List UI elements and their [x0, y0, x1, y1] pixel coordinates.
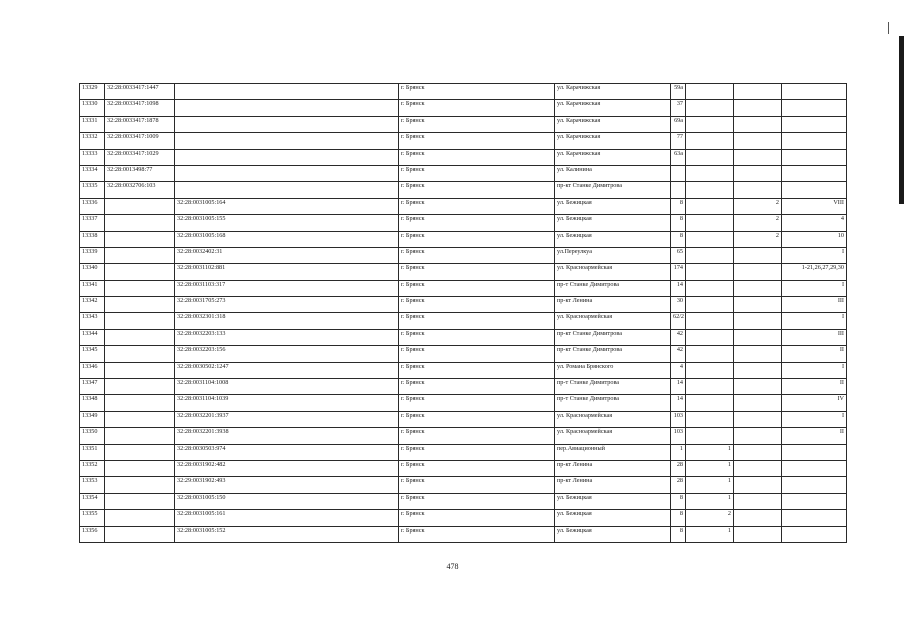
premises-number-cell: I	[782, 313, 847, 329]
row-number-cell: 13334	[80, 165, 105, 181]
house-number-cell	[671, 182, 686, 198]
premises-cadastral-cell: 32:28:0032203:156	[175, 346, 399, 362]
city-cell: г. Брянск	[399, 247, 555, 263]
table-row	[80, 297, 847, 313]
cadastral-number-cell	[105, 231, 175, 247]
apartment-cell	[734, 444, 782, 460]
city-cell: г. Брянск	[399, 493, 555, 509]
cadastral-number-cell: 32:28:0013498:77	[105, 165, 175, 181]
premises-cadastral-cell: 32:28:0031005:150	[175, 493, 399, 509]
premises-cadastral-cell: 32:28:0032201:3937	[175, 411, 399, 427]
street-cell: пр-кт Станке Димитрова	[555, 182, 671, 198]
city-cell: г. Брянск	[399, 116, 555, 132]
city-cell: г. Брянск	[399, 133, 555, 149]
building-cell	[686, 280, 734, 296]
premises-cadastral-cell	[175, 165, 399, 181]
cadastral-number-cell	[105, 477, 175, 493]
cadastral-number-cell	[105, 346, 175, 362]
apartment-cell: 2	[734, 215, 782, 231]
premises-cadastral-cell: 32:28:0032203:133	[175, 329, 399, 345]
cadastral-number-cell: 32:28:0033417:1098	[105, 100, 175, 116]
row-number-cell: 13331	[80, 116, 105, 132]
premises-number-cell: II	[782, 379, 847, 395]
row-number-cell: 13347	[80, 379, 105, 395]
city-cell: г. Брянск	[399, 198, 555, 214]
premises-number-cell: VIII	[782, 198, 847, 214]
cadastral-number-cell	[105, 264, 175, 280]
apartment-cell	[734, 182, 782, 198]
city-cell: г. Брянск	[399, 526, 555, 542]
cadastral-number-cell	[105, 510, 175, 526]
house-number-cell: 77	[671, 133, 686, 149]
page-edge-mark	[888, 22, 889, 34]
row-number-cell: 13337	[80, 215, 105, 231]
house-number-cell: 30	[671, 297, 686, 313]
street-cell: ул. Романа Брянского	[555, 362, 671, 378]
street-cell: ул. Бежицкая	[555, 510, 671, 526]
premises-cadastral-cell: 32:28:0031005:152	[175, 526, 399, 542]
house-number-cell: 8	[671, 215, 686, 231]
building-cell	[686, 411, 734, 427]
street-cell: пр-кт Станке Димитрова	[555, 346, 671, 362]
house-number-cell: 174	[671, 264, 686, 280]
street-cell: ул. Красноармейская	[555, 411, 671, 427]
row-number-cell: 13341	[80, 280, 105, 296]
row-number-cell: 13340	[80, 264, 105, 280]
city-cell: г. Брянск	[399, 362, 555, 378]
building-cell	[686, 133, 734, 149]
street-cell: пр-т Станке Димитрова	[555, 379, 671, 395]
apartment-cell	[734, 428, 782, 444]
premises-cadastral-cell: 32:28:0032402:31	[175, 247, 399, 263]
cadastral-number-cell	[105, 493, 175, 509]
building-cell	[686, 329, 734, 345]
premises-cadastral-cell: 32:28:0031102:881	[175, 264, 399, 280]
apartment-cell	[734, 395, 782, 411]
table-row	[80, 84, 847, 100]
table-row	[80, 215, 847, 231]
cadastral-number-cell	[105, 215, 175, 231]
table-row	[80, 362, 847, 378]
premises-number-cell: I	[782, 247, 847, 263]
row-number-cell: 13350	[80, 428, 105, 444]
city-cell: г. Брянск	[399, 313, 555, 329]
premises-cadastral-cell: 32:28:0031902:482	[175, 460, 399, 476]
house-number-cell: 37	[671, 100, 686, 116]
building-cell	[686, 231, 734, 247]
table-row	[80, 329, 847, 345]
table-row	[80, 346, 847, 362]
table-row	[80, 313, 847, 329]
row-number-cell: 13348	[80, 395, 105, 411]
house-number-cell: 42	[671, 346, 686, 362]
building-cell	[686, 100, 734, 116]
house-number-cell: 103	[671, 411, 686, 427]
row-number-cell: 13345	[80, 346, 105, 362]
table-row	[80, 280, 847, 296]
house-number-cell: 14	[671, 395, 686, 411]
premises-number-cell: IV	[782, 395, 847, 411]
street-cell: пр-т Станке Димитрова	[555, 395, 671, 411]
street-cell: ул. Карачижская	[555, 116, 671, 132]
apartment-cell	[734, 379, 782, 395]
building-cell	[686, 84, 734, 100]
table-row	[80, 493, 847, 509]
street-cell: ул. Бежицкая	[555, 215, 671, 231]
table-row	[80, 133, 847, 149]
premises-number-cell: 4	[782, 215, 847, 231]
building-cell	[686, 362, 734, 378]
city-cell: г. Брянск	[399, 280, 555, 296]
table-row	[80, 231, 847, 247]
city-cell: г. Брянск	[399, 100, 555, 116]
street-cell: ул. Карачижская	[555, 133, 671, 149]
table-row	[80, 510, 847, 526]
apartment-cell	[734, 297, 782, 313]
premises-cadastral-cell: 32:28:0031705:273	[175, 297, 399, 313]
street-cell: ул. Бежицкая	[555, 493, 671, 509]
table-row	[80, 149, 847, 165]
cadastral-number-cell	[105, 280, 175, 296]
premises-cadastral-cell: 32:28:0032201:3938	[175, 428, 399, 444]
row-number-cell: 13333	[80, 149, 105, 165]
premises-cadastral-cell: 32:28:0031104:1008	[175, 379, 399, 395]
register-body	[80, 84, 847, 543]
house-number-cell: 14	[671, 280, 686, 296]
apartment-cell	[734, 362, 782, 378]
table-row	[80, 411, 847, 427]
building-cell	[686, 313, 734, 329]
house-number-cell: 8	[671, 510, 686, 526]
row-number-cell: 13356	[80, 526, 105, 542]
apartment-cell: 2	[734, 231, 782, 247]
premises-cadastral-cell: 32:28:0030502:1247	[175, 362, 399, 378]
premises-number-cell	[782, 165, 847, 181]
row-number-cell: 13339	[80, 247, 105, 263]
city-cell: г. Брянск	[399, 477, 555, 493]
street-cell: пр-кт Ленина	[555, 297, 671, 313]
house-number-cell: 62/2	[671, 313, 686, 329]
house-number-cell: 42	[671, 329, 686, 345]
cadastral-number-cell	[105, 460, 175, 476]
apartment-cell	[734, 280, 782, 296]
street-cell: ул. Калинина	[555, 165, 671, 181]
row-number-cell: 13343	[80, 313, 105, 329]
row-number-cell: 13344	[80, 329, 105, 345]
cadastral-number-cell: 32:28:0033417:1009	[105, 133, 175, 149]
street-cell: ул. Красноармейская	[555, 428, 671, 444]
premises-cadastral-cell: 32:28:0031005:164	[175, 198, 399, 214]
apartment-cell	[734, 116, 782, 132]
street-cell: ул. Красноармейская	[555, 313, 671, 329]
street-cell: ул. Бежицкая	[555, 231, 671, 247]
premises-cadastral-cell	[175, 133, 399, 149]
table-row	[80, 182, 847, 198]
premises-number-cell	[782, 133, 847, 149]
cadastral-number-cell: 32:28:0033417:1878	[105, 116, 175, 132]
row-number-cell: 13336	[80, 198, 105, 214]
building-cell: 1	[686, 477, 734, 493]
house-number-cell: 1	[671, 444, 686, 460]
house-number-cell: 28	[671, 477, 686, 493]
building-cell	[686, 247, 734, 263]
premises-cadastral-cell: 32:28:0031103:317	[175, 280, 399, 296]
premises-number-cell: II	[782, 346, 847, 362]
row-number-cell: 13355	[80, 510, 105, 526]
house-number-cell: 8	[671, 493, 686, 509]
city-cell: г. Брянск	[399, 346, 555, 362]
building-cell	[686, 165, 734, 181]
cadastral-number-cell	[105, 297, 175, 313]
row-number-cell: 13352	[80, 460, 105, 476]
premises-number-cell	[782, 444, 847, 460]
apartment-cell	[734, 493, 782, 509]
page-edge-bar	[899, 36, 904, 204]
apartment-cell	[734, 313, 782, 329]
property-register-table	[79, 83, 847, 543]
city-cell: г. Брянск	[399, 84, 555, 100]
premises-number-cell: I	[782, 362, 847, 378]
premises-number-cell	[782, 84, 847, 100]
cadastral-number-cell	[105, 428, 175, 444]
city-cell: г. Брянск	[399, 329, 555, 345]
table-row	[80, 116, 847, 132]
row-number-cell: 13353	[80, 477, 105, 493]
premises-number-cell: 10	[782, 231, 847, 247]
premises-number-cell: 1-21,26,27,29,30	[782, 264, 847, 280]
premises-cadastral-cell: 32:28:0030503:974	[175, 444, 399, 460]
premises-number-cell	[782, 510, 847, 526]
premises-number-cell: I	[782, 280, 847, 296]
premises-number-cell: I	[782, 411, 847, 427]
street-cell: пер.Авиационный	[555, 444, 671, 460]
cadastral-number-cell	[105, 247, 175, 263]
table-row	[80, 100, 847, 116]
apartment-cell	[734, 460, 782, 476]
premises-cadastral-cell	[175, 182, 399, 198]
street-cell: ул. Бежицкая	[555, 198, 671, 214]
row-number-cell: 13342	[80, 297, 105, 313]
house-number-cell: 65	[671, 247, 686, 263]
premises-cadastral-cell: 32:28:0032301:318	[175, 313, 399, 329]
house-number-cell: 59а	[671, 84, 686, 100]
row-number-cell: 13351	[80, 444, 105, 460]
city-cell: г. Брянск	[399, 411, 555, 427]
house-number-cell: 69а	[671, 116, 686, 132]
building-cell	[686, 149, 734, 165]
street-cell: пр-кт Ленина	[555, 477, 671, 493]
cadastral-number-cell	[105, 526, 175, 542]
premises-number-cell	[782, 526, 847, 542]
city-cell: г. Брянск	[399, 264, 555, 280]
apartment-cell	[734, 477, 782, 493]
cadastral-number-cell	[105, 379, 175, 395]
apartment-cell	[734, 165, 782, 181]
building-cell	[686, 379, 734, 395]
house-number-cell: 103	[671, 428, 686, 444]
row-number-cell: 13332	[80, 133, 105, 149]
premises-number-cell	[782, 493, 847, 509]
apartment-cell	[734, 411, 782, 427]
house-number-cell: 8	[671, 526, 686, 542]
premises-number-cell	[782, 116, 847, 132]
city-cell: г. Брянск	[399, 231, 555, 247]
house-number-cell	[671, 165, 686, 181]
city-cell: г. Брянск	[399, 297, 555, 313]
cadastral-number-cell	[105, 362, 175, 378]
premises-number-cell	[782, 149, 847, 165]
premises-number-cell	[782, 460, 847, 476]
building-cell	[686, 395, 734, 411]
building-cell	[686, 182, 734, 198]
building-cell: 1	[686, 460, 734, 476]
page-number: 478	[446, 562, 459, 571]
cadastral-number-cell	[105, 198, 175, 214]
building-cell	[686, 428, 734, 444]
premises-number-cell: III	[782, 329, 847, 345]
premises-cadastral-cell: 32:28:0031005:155	[175, 215, 399, 231]
premises-number-cell	[782, 182, 847, 198]
cadastral-number-cell: 32:28:0033417:1029	[105, 149, 175, 165]
premises-cadastral-cell	[175, 84, 399, 100]
table-row	[80, 526, 847, 542]
apartment-cell	[734, 149, 782, 165]
row-number-cell: 13349	[80, 411, 105, 427]
building-cell: 2	[686, 510, 734, 526]
premises-cadastral-cell	[175, 149, 399, 165]
city-cell: г. Брянск	[399, 182, 555, 198]
house-number-cell: 8	[671, 231, 686, 247]
house-number-cell: 8	[671, 198, 686, 214]
building-cell	[686, 215, 734, 231]
city-cell: г. Брянск	[399, 215, 555, 231]
house-number-cell: 4	[671, 362, 686, 378]
city-cell: г. Брянск	[399, 510, 555, 526]
city-cell: г. Брянск	[399, 149, 555, 165]
city-cell: г. Брянск	[399, 395, 555, 411]
row-number-cell: 13330	[80, 100, 105, 116]
building-cell	[686, 297, 734, 313]
cadastral-number-cell	[105, 329, 175, 345]
street-cell: ул. Карачижская	[555, 149, 671, 165]
building-cell: 1	[686, 526, 734, 542]
premises-cadastral-cell: 32:28:0031104:1039	[175, 395, 399, 411]
apartment-cell	[734, 510, 782, 526]
street-cell: пр-т Станке Димитрова	[555, 280, 671, 296]
premises-number-cell	[782, 477, 847, 493]
table-row	[80, 264, 847, 280]
table-row	[80, 477, 847, 493]
street-cell: пр-кт Ленина	[555, 460, 671, 476]
cadastral-number-cell	[105, 444, 175, 460]
table-row	[80, 379, 847, 395]
building-cell	[686, 264, 734, 280]
city-cell: г. Брянск	[399, 379, 555, 395]
table-row	[80, 395, 847, 411]
city-cell: г. Брянск	[399, 165, 555, 181]
premises-number-cell: III	[782, 297, 847, 313]
apartment-cell	[734, 346, 782, 362]
row-number-cell: 13335	[80, 182, 105, 198]
building-cell: 1	[686, 444, 734, 460]
apartment-cell	[734, 526, 782, 542]
row-number-cell: 13346	[80, 362, 105, 378]
house-number-cell: 14	[671, 379, 686, 395]
cadastral-number-cell	[105, 395, 175, 411]
building-cell	[686, 116, 734, 132]
premises-cadastral-cell: 32:28:0031005:168	[175, 231, 399, 247]
row-number-cell: 13338	[80, 231, 105, 247]
row-number-cell: 13329	[80, 84, 105, 100]
apartment-cell	[734, 264, 782, 280]
premises-cadastral-cell: 32:28:0031005:161	[175, 510, 399, 526]
street-cell: ул. Бежицкая	[555, 526, 671, 542]
apartment-cell: 2	[734, 198, 782, 214]
cadastral-number-cell	[105, 411, 175, 427]
apartment-cell	[734, 133, 782, 149]
city-cell: г. Брянск	[399, 460, 555, 476]
premises-cadastral-cell	[175, 100, 399, 116]
building-cell: 1	[686, 493, 734, 509]
premises-cadastral-cell	[175, 116, 399, 132]
table-row	[80, 198, 847, 214]
table-row	[80, 165, 847, 181]
street-cell: ул. Карачижская	[555, 84, 671, 100]
apartment-cell	[734, 84, 782, 100]
street-cell: ул. Красноармейская	[555, 264, 671, 280]
building-cell	[686, 198, 734, 214]
house-number-cell: 28	[671, 460, 686, 476]
premises-number-cell	[782, 100, 847, 116]
street-cell: пр-кт Станке Димитрова	[555, 329, 671, 345]
apartment-cell	[734, 100, 782, 116]
premises-cadastral-cell: 32:29:0031902:493	[175, 477, 399, 493]
table-row	[80, 444, 847, 460]
apartment-cell	[734, 247, 782, 263]
table-row	[80, 428, 847, 444]
house-number-cell: 63а	[671, 149, 686, 165]
building-cell	[686, 346, 734, 362]
city-cell: г. Брянск	[399, 428, 555, 444]
street-cell: ул.Переулкуа	[555, 247, 671, 263]
table-row	[80, 460, 847, 476]
cadastral-number-cell: 32:28:0033417:1447	[105, 84, 175, 100]
premises-number-cell: II	[782, 428, 847, 444]
row-number-cell: 13354	[80, 493, 105, 509]
table-row	[80, 247, 847, 263]
street-cell: ул. Карачижская	[555, 100, 671, 116]
city-cell: г. Брянск	[399, 444, 555, 460]
cadastral-number-cell: 32:28:0032706:103	[105, 182, 175, 198]
apartment-cell	[734, 329, 782, 345]
cadastral-number-cell	[105, 313, 175, 329]
